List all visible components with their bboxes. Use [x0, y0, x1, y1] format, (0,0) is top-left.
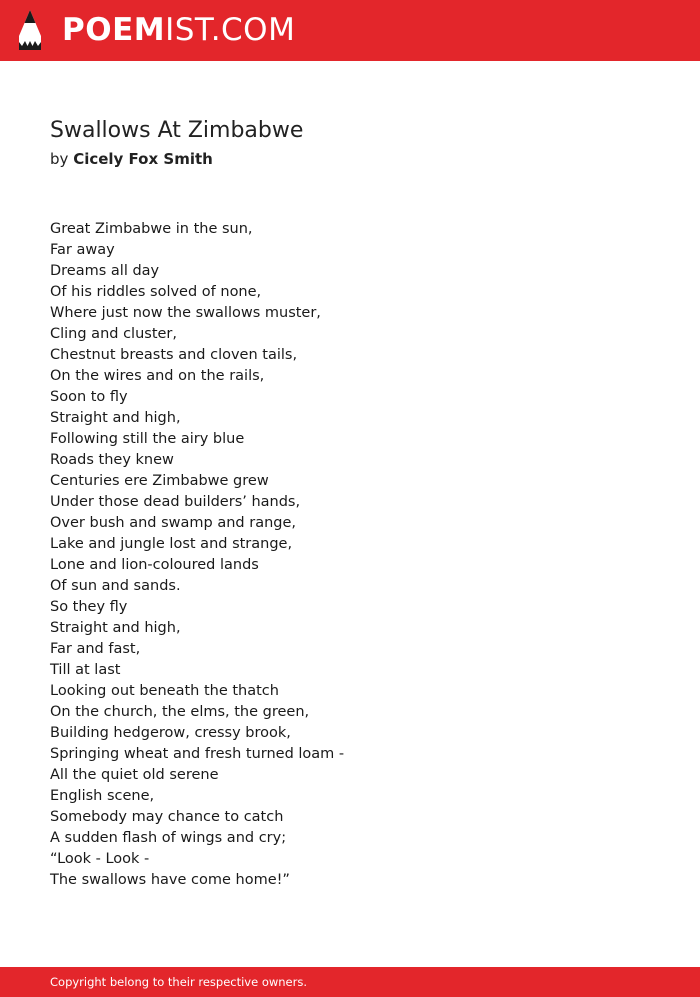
- poem-line: Lake and jungle lost and strange,: [50, 536, 293, 552]
- poem-line: Roads they knew: [50, 452, 174, 468]
- poem-line: Far away: [50, 242, 115, 258]
- poem-title: Swallows At Zimbabwe: [50, 118, 304, 143]
- poem-line: Building hedgerow, cressy brook,: [50, 725, 291, 741]
- copyright-text: Copyright belong to their respective owners.: [50, 975, 308, 989]
- poem-line: Centuries ere Zimbabwe grew: [50, 473, 269, 489]
- poem-line: Straight and high,: [50, 410, 181, 426]
- poem-line: Chestnut breasts and cloven tails,: [50, 347, 298, 363]
- poem-line: Looking out beneath the thatch: [50, 683, 279, 699]
- site-header: [0, 0, 700, 61]
- poem-line: On the wires and on the rails,: [50, 368, 265, 384]
- poem-line: Where just now the swallows muster,: [50, 305, 321, 321]
- poem-line: All the quiet old serene: [50, 767, 219, 783]
- by-label: by: [50, 150, 69, 168]
- pencil-tip-icon: [17, 9, 43, 52]
- poem-line: Cling and cluster,: [50, 326, 177, 342]
- poem-line: Over bush and swamp and range,: [50, 515, 297, 531]
- poem-line: Great Zimbabwe in the sun,: [50, 221, 253, 237]
- poem-line: English scene,: [50, 788, 155, 804]
- poem-line: Following still the airy blue: [50, 431, 245, 447]
- poem-line: Lone and lion-coloured lands: [50, 557, 259, 573]
- poem-line: Till at last: [50, 662, 121, 678]
- site-footer: [0, 967, 700, 997]
- poem-line: Under those dead builders’ hands,: [50, 494, 301, 510]
- poem-line: Somebody may chance to catch: [50, 809, 284, 825]
- poem-line: Far and fast,: [50, 641, 141, 657]
- poem-line: “Look - Look -: [50, 851, 150, 867]
- poem-line: Of sun and sands.: [50, 578, 181, 594]
- poem-byline: [50, 149, 213, 169]
- poem-line: Soon to fly: [50, 389, 128, 405]
- poem-line: Straight and high,: [50, 620, 181, 636]
- site-logo[interactable]: [62, 12, 295, 48]
- poem-line: Springing wheat and fresh turned loam -: [50, 746, 345, 762]
- poem-line: Dreams all day: [50, 263, 160, 279]
- poem-line: Of his riddles solved of none,: [50, 284, 262, 300]
- poem-line: So they fly: [50, 599, 128, 615]
- poem-line: The swallows have come home!”: [50, 872, 290, 888]
- logo-text-light: IST.COM: [165, 12, 296, 48]
- logo-text-bold: POEM: [62, 12, 166, 48]
- poem-body: [50, 219, 344, 891]
- poem-line: A sudden flash of wings and cry;: [50, 830, 287, 846]
- poem-line: On the church, the elms, the green,: [50, 704, 310, 720]
- poem-author: Cicely Fox Smith: [73, 150, 213, 168]
